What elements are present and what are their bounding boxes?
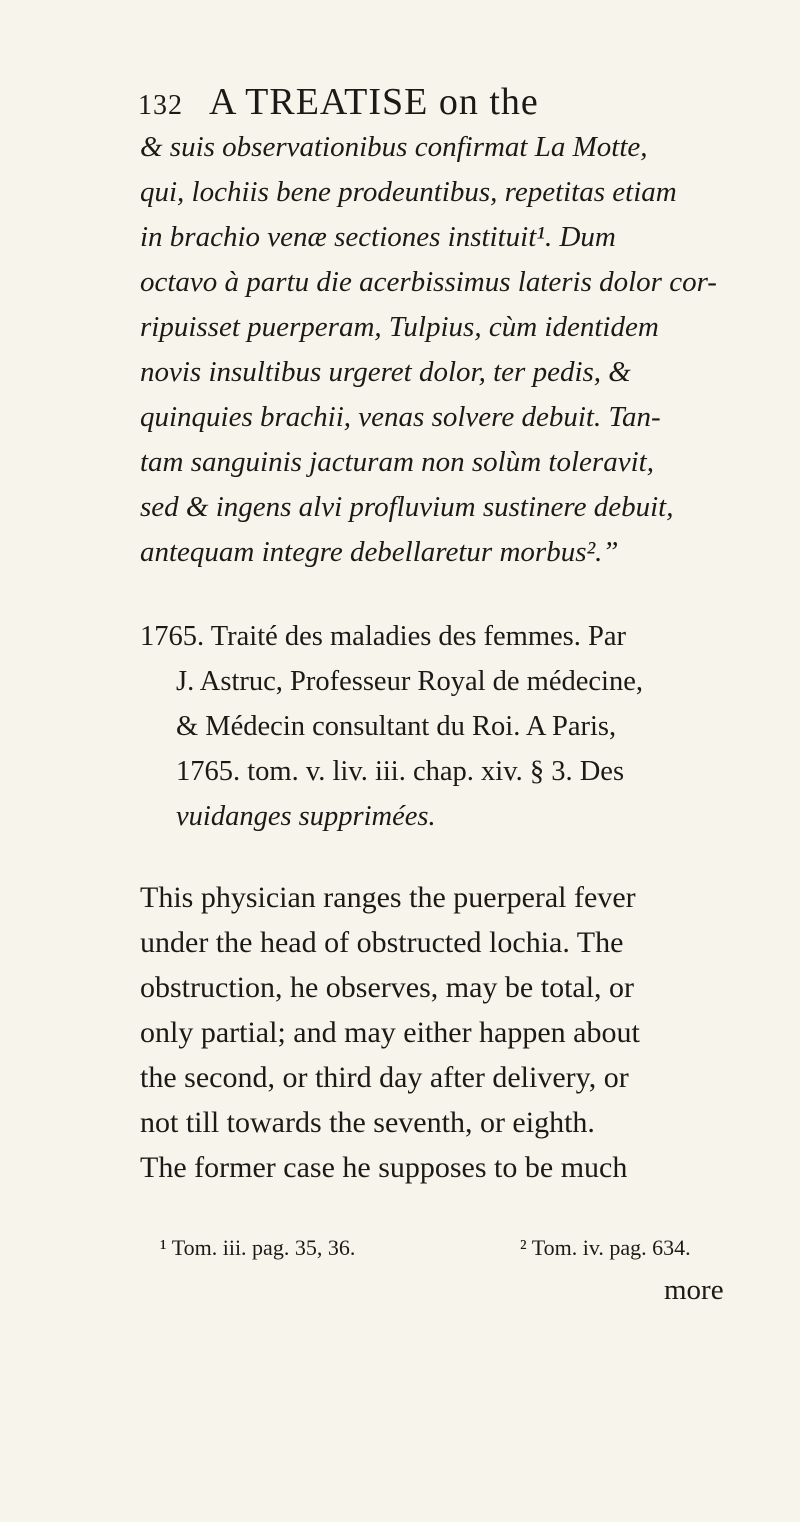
text-line: tam sanguinis jacturam non solùm toleravit, (140, 446, 654, 478)
bibliography-entry: & Médecin consultant du Roi. A Paris, (176, 711, 617, 742)
text-line: in brachio venæ sectiones instituit¹. Dum (140, 221, 616, 253)
text-line: octavo à partu die acerbissimus lateris dolor cor- (140, 266, 717, 298)
paragraph-line: under the head of obstructed lochia. The (140, 926, 624, 959)
text-line: quinquies brachii, venas solvere debuit. Tan- (140, 401, 661, 433)
text-line: qui, lochiis bene prodeuntibus, repetitas etiam (140, 176, 677, 208)
catchword: more (664, 1274, 724, 1306)
paragraph-line: only partial; and may either happen about (140, 1016, 640, 1049)
footnote-1: ¹ Tom. iii. pag. 35, 36. (160, 1235, 356, 1260)
paragraph-line: the second, or third day after delivery, or (140, 1061, 629, 1094)
text-line: antequam integre debellaretur morbus².” (140, 536, 619, 568)
text-line: novis insultibus urgeret dolor, ter pedis, & (140, 356, 631, 388)
footnote-2: ² Tom. iv. pag. 634. (520, 1235, 691, 1260)
text-line: ripuisset puerperam, Tulpius, cùm identidem (140, 311, 659, 343)
text-line: & suis observationibus confirmat La Motte, (140, 131, 648, 163)
paragraph-line: The former case he supposes to be much (140, 1151, 628, 1184)
bibliography-entry: 1765. Traité des maladies des femmes. Par (140, 621, 627, 652)
bibliography-entry: 1765. tom. v. liv. iii. chap. xiv. § 3. Des (176, 756, 625, 787)
running-header (138, 82, 778, 126)
bibliography-entry: J. Astruc, Professeur Royal de médecine, (176, 666, 643, 697)
paragraph-line: obstruction, he observes, may be total, or (140, 971, 635, 1004)
paragraph-line: This physician ranges the puerperal fever (140, 881, 636, 914)
text-line: sed & ingens alvi profluvium sustinere debuit, (140, 491, 674, 523)
bibliography-entry: vuidanges supprimées. (176, 801, 436, 832)
paragraph-line: not till towards the seventh, or eighth. (140, 1106, 595, 1139)
page-number: 132 (138, 90, 183, 121)
running-title: A TREATISE on the (209, 81, 539, 123)
